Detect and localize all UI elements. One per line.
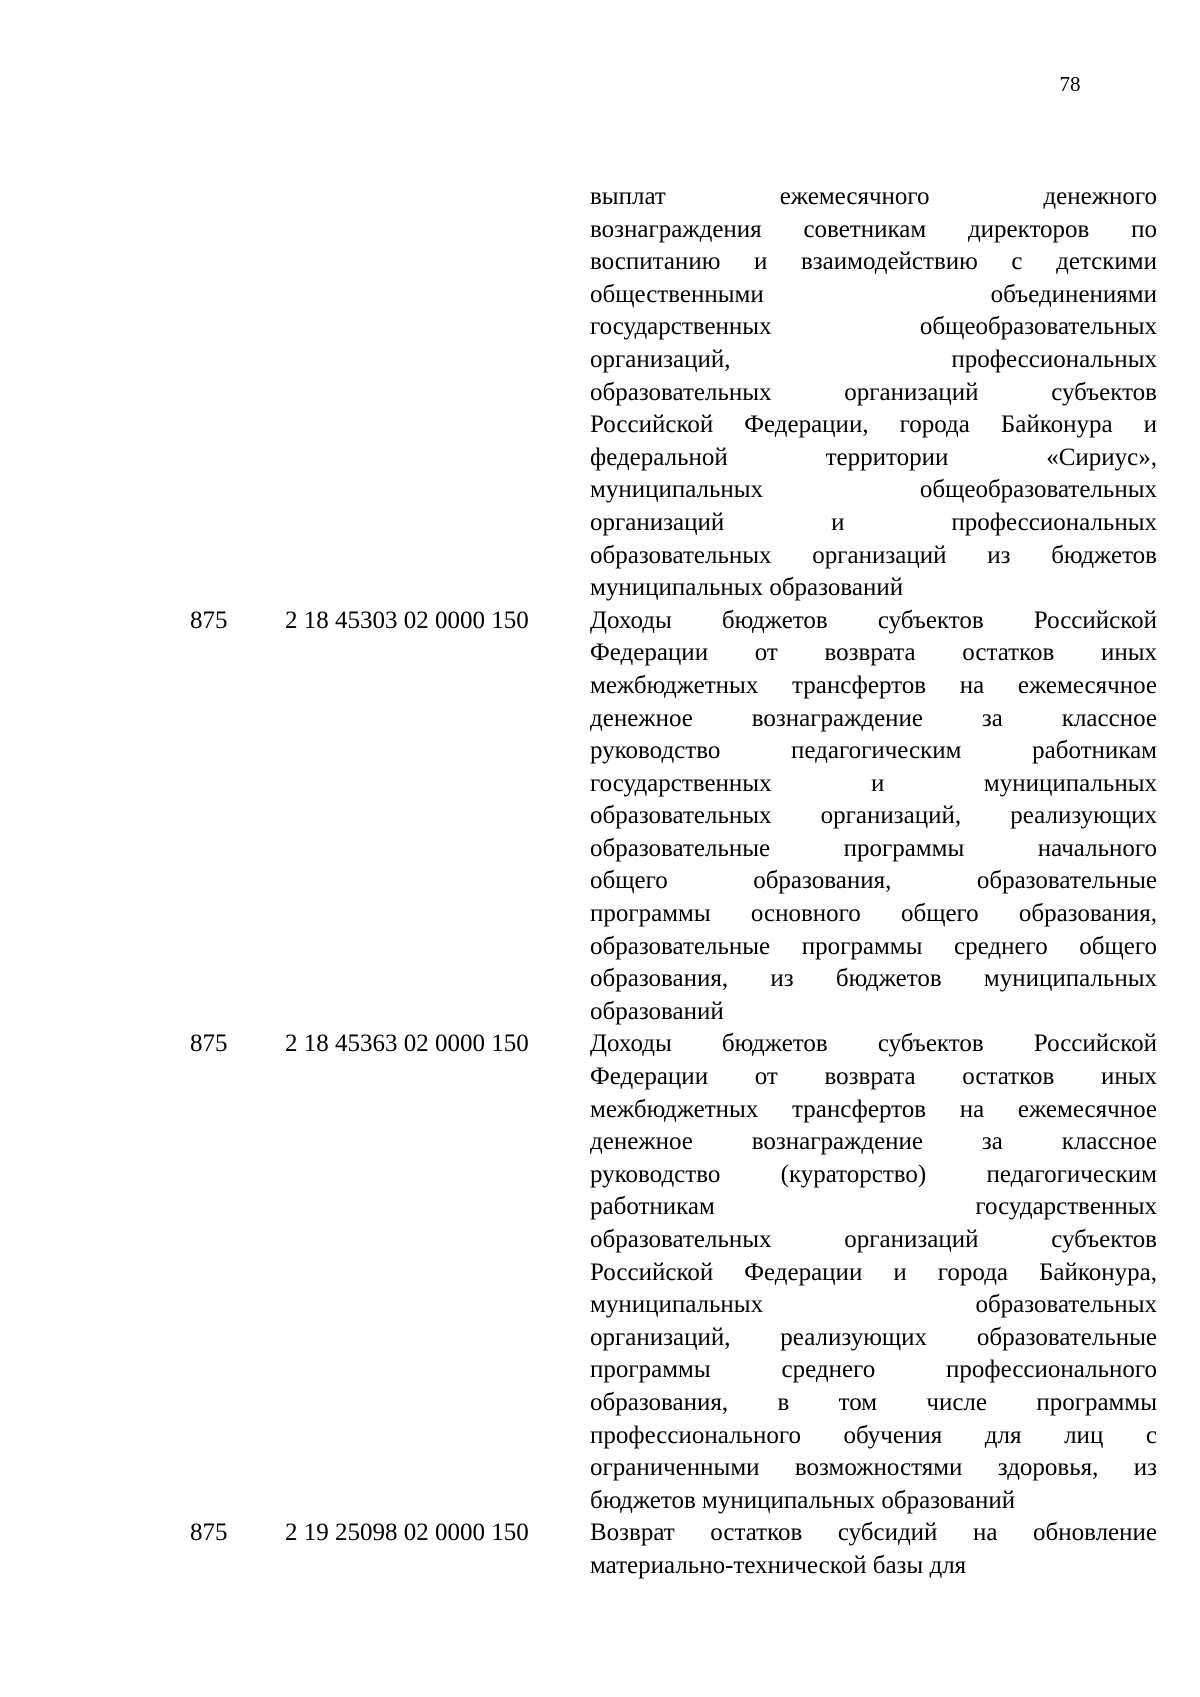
description-line: федеральной территории «Сириус», [590,443,1157,471]
description-cell [590,1028,1157,1517]
description-line: организаций и профессиональных [590,508,1157,536]
page-number: 78 [1059,72,1081,96]
description-line: образований [590,997,724,1025]
admin-code-cell: 875 [190,1030,228,1058]
description-line: руководство педагогическим работникам [590,737,1157,765]
description-line: муниципальных общеобразовательных [590,476,1157,504]
description-line: образовательные программы среднего общего [590,932,1157,960]
admin-code-cell: 875 [190,1519,228,1547]
description-line: Доходы бюджетов субъектов Российской [590,1030,1157,1058]
description-line: работникам государственных [590,1193,1157,1221]
description-line: образовательные программы начального [590,834,1157,862]
revenue-code-cell: 2 19 25098 02 0000 150 [285,1519,529,1547]
description-line: государственных и муниципальных [590,769,1157,797]
description-line: денежное вознаграждение за классное [590,1128,1157,1156]
description-line: образовательных организаций, реализующих [590,802,1157,830]
description-line: организаций, реализующих образовательные [590,1323,1157,1351]
description-line: профессионального обучения для лиц с [590,1421,1157,1449]
description-line: ограниченными возможностями здоровья, из [590,1454,1157,1482]
revenue-codes-table [190,181,1172,1583]
description-cell [590,1517,1157,1582]
description-cell [590,605,1157,1029]
description-line: организаций, профессиональных [590,345,1157,373]
admin-code-cell: 875 [190,606,228,634]
description-line: Российской Федерации, города Байконура и [590,411,1157,439]
description-line: воспитанию и взаимодействию с детскими [590,248,1157,276]
description-line: Федерации от возврата остатков иных [590,1063,1157,1091]
description-line: Российской Федерации и города Байконура, [590,1258,1157,1286]
revenue-code-cell: 2 18 45303 02 0000 150 [285,606,529,634]
table-row [190,605,1172,1029]
description-line: межбюджетных трансфертов на ежемесячное [590,1095,1157,1123]
description-cell [590,181,1157,605]
description-line: муниципальных образовательных [590,1291,1157,1319]
description-line: общественными объединениями [590,280,1157,308]
description-line: межбюджетных трансфертов на ежемесячное [590,671,1157,699]
description-line: выплат ежемесячного денежного [590,183,1157,210]
description-line: программы среднего профессионального [590,1356,1157,1384]
description-line: вознаграждения советникам директоров по [590,215,1157,243]
description-line: руководство (кураторство) педагогическим [590,1160,1157,1188]
description-line: образовательных организаций субъектов [590,1226,1157,1253]
table-row [190,1517,1172,1582]
table-row [190,181,1172,605]
table-row [190,1028,1172,1517]
description-line: Федерации от возврата остатков иных [590,639,1157,667]
description-line: образовательных организаций субъектов [590,378,1157,406]
description-line: Возврат остатков субсидий на обновление [590,1519,1157,1547]
description-line: бюджетов муниципальных образований [590,1486,1016,1514]
description-line: образования, из бюджетов муниципальных [590,965,1157,993]
description-line: муниципальных образований [590,574,904,602]
description-line: государственных общеобразовательных [590,313,1157,341]
description-line: денежное вознаграждение за классное [590,704,1157,732]
description-line: общего образования, образовательные [590,867,1157,895]
description-line: материально-технической базы для [590,1551,967,1579]
description-line: Доходы бюджетов субъектов Российской [590,606,1157,634]
description-line: образования, в том числе программы [590,1388,1157,1416]
description-line: образовательных организаций из бюджетов [590,541,1157,569]
description-line: программы основного общего образования, [590,900,1157,928]
revenue-code-cell: 2 18 45363 02 0000 150 [285,1030,529,1058]
